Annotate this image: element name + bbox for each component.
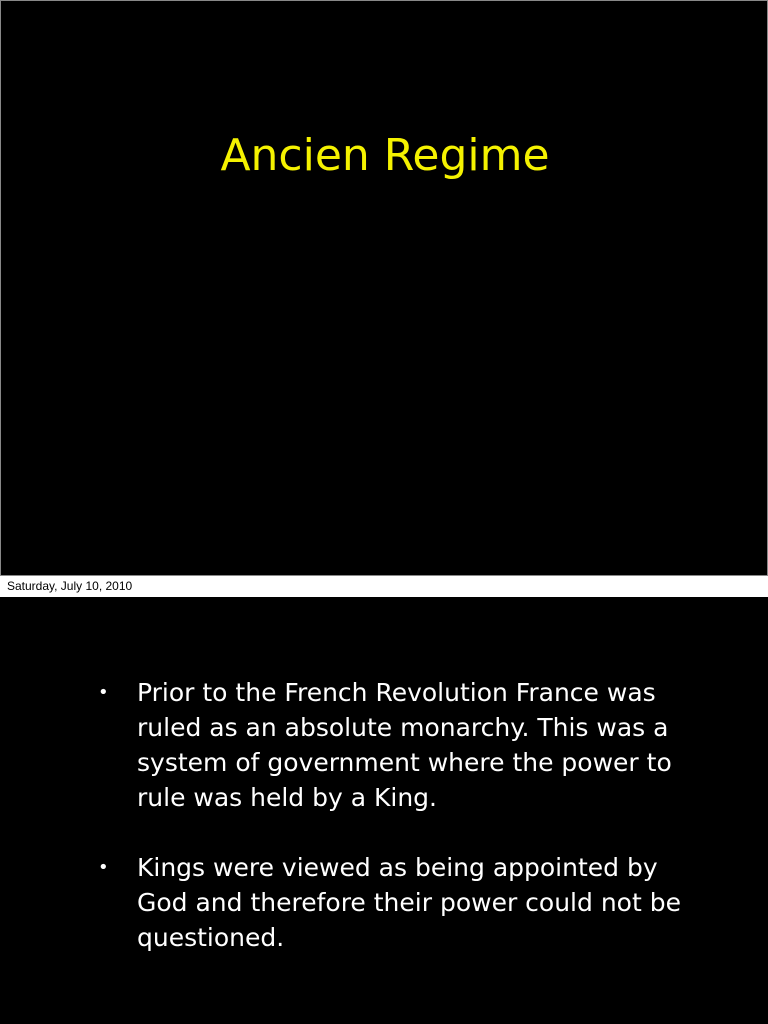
bullet-text: Prior to the French Revolution France was ruled as an absolute monarchy. This was a system of government where the power to rule was held by a King. [137,678,672,812]
date-label: Saturday, July 10, 2010 [7,579,133,593]
bullet-list [96,675,696,990]
bullet-dot-icon: • [98,857,109,878]
bullet-item [96,850,696,955]
date-strip [0,576,768,597]
bullet-text: Kings were viewed as being appointed by God and therefore their power could not be questioned. [137,853,681,952]
bullet-dot-icon: • [98,682,109,703]
slide-2 [0,597,768,1024]
bullet-item [96,675,696,815]
slide-title: Ancien Regime [220,130,550,181]
